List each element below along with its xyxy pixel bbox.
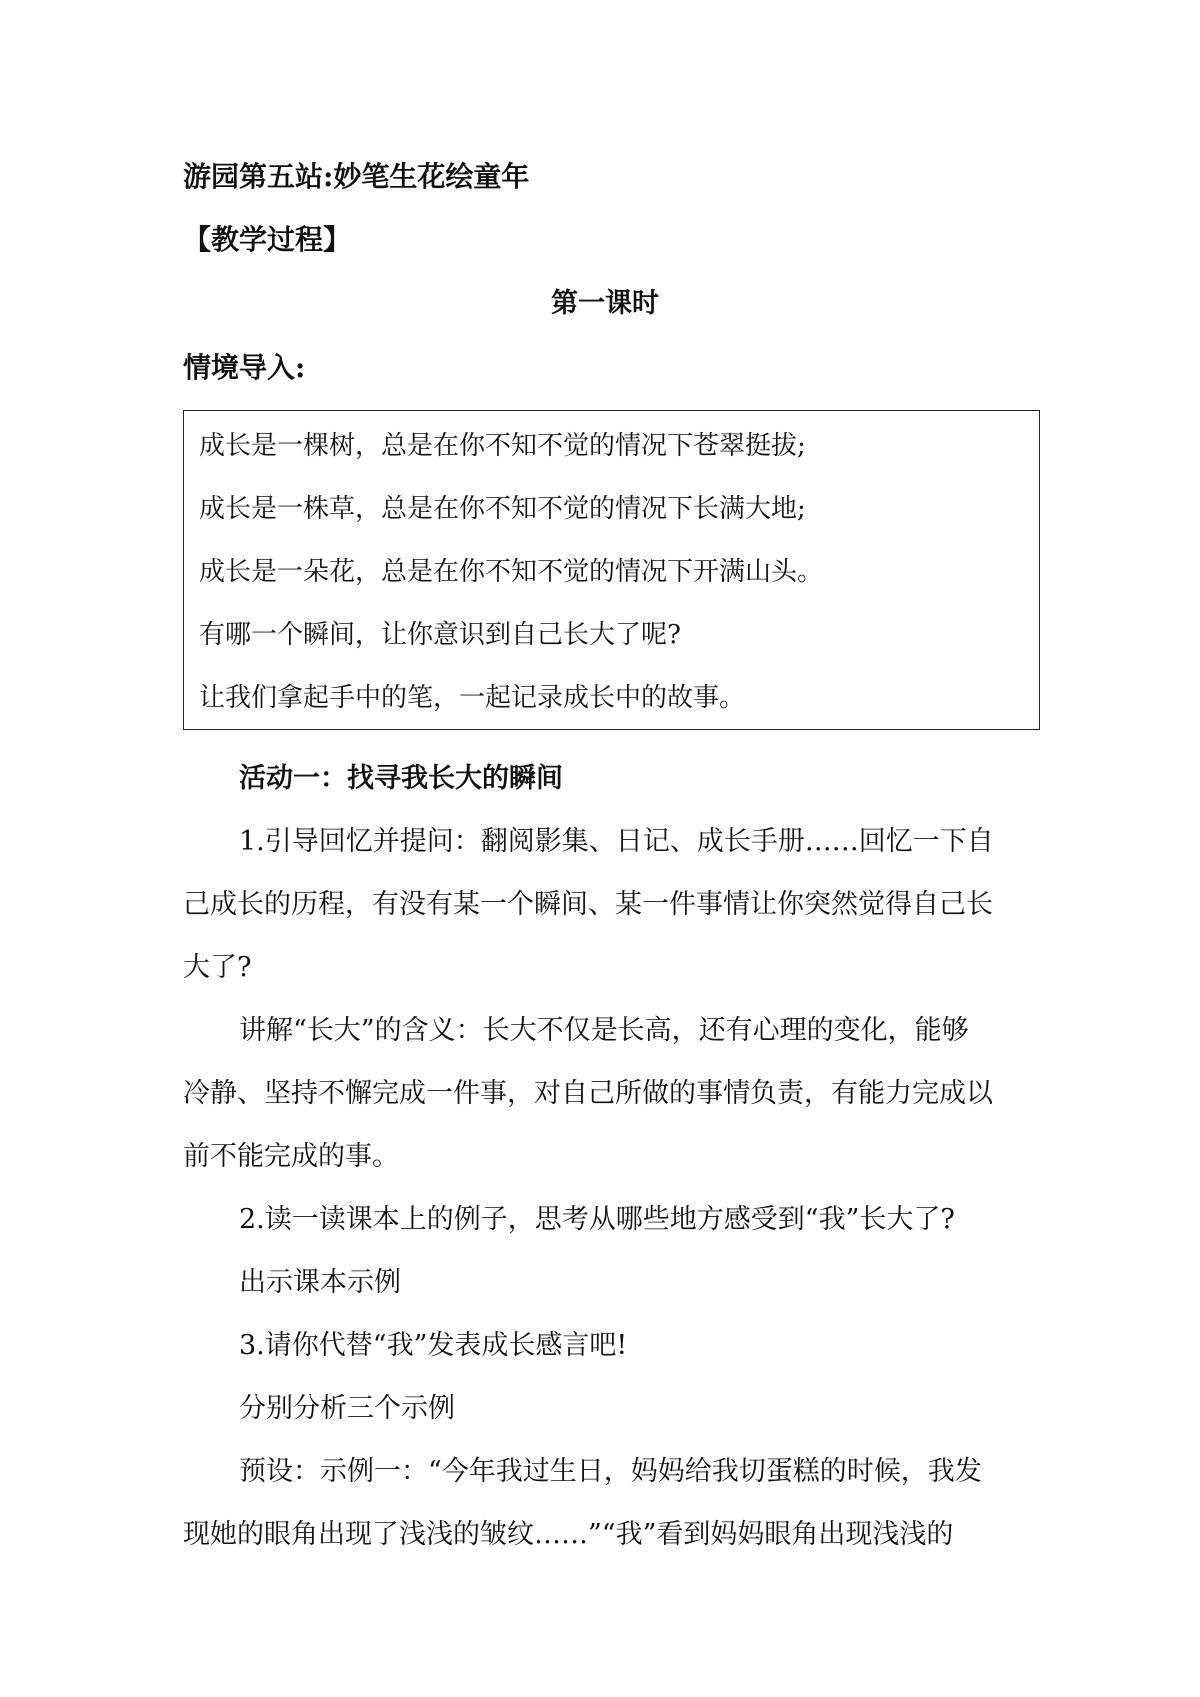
paragraph-line: 冷静、坚持不懈完成一件事，对自己所做的事情负责，有能力完成以 (183, 1078, 993, 1109)
intro-line: 成长是一朵花，总是在你不知不觉的情况下开满山头。 (199, 557, 824, 587)
paragraph-line: 出示课本示例 (239, 1267, 401, 1298)
intro-quote-box (183, 410, 1040, 730)
paragraph-line: 前不能完成的事。 (183, 1141, 399, 1172)
intro-line: 成长是一棵树，总是在你不知不觉的情况下苍翠挺拔; (199, 431, 806, 461)
document-title: 游园第五站:妙笔生花绘童年 (183, 160, 530, 193)
paragraph-line: 讲解“长大”的含义：长大不仅是长高，还有心理的变化，能够 (239, 1015, 969, 1046)
paragraph-line: 分别分析三个示例 (239, 1393, 455, 1424)
intro-line: 让我们拿起手中的笔，一起记录成长中的故事。 (199, 683, 746, 713)
paragraph-line: 大了? (183, 952, 252, 983)
section-label: 【教学过程】 (183, 223, 352, 256)
intro-line: 有哪一个瞬间，让你意识到自己长大了呢? (199, 620, 681, 650)
lesson-heading: 第一课时 (551, 288, 659, 319)
paragraph-line: 3.请你代替“我”发表成长感言吧! (239, 1330, 628, 1361)
activity-one-heading: 活动一：找寻我长大的瞬间 (239, 763, 563, 794)
paragraph-line: 1.引导回忆并提问：翻阅影集、日记、成长手册……回忆一下自 (239, 826, 994, 857)
paragraph-line: 2.读一读课本上的例子，思考从哪些地方感受到“我”长大了? (239, 1204, 955, 1235)
paragraph-line: 己成长的历程，有没有某一个瞬间、某一件事情让你突然觉得自己长 (183, 889, 993, 920)
intro-heading: 情境导入: (183, 351, 306, 384)
intro-line: 成长是一株草，总是在你不知不觉的情况下长满大地; (199, 494, 806, 524)
paragraph-line: 预设：示例一：“今年我过生日，妈妈给我切蛋糕的时候，我发 (239, 1456, 982, 1487)
paragraph-line: 现她的眼角出现了浅浅的皱纹……”“我”看到妈妈眼角出现浅浅的 (183, 1519, 954, 1550)
